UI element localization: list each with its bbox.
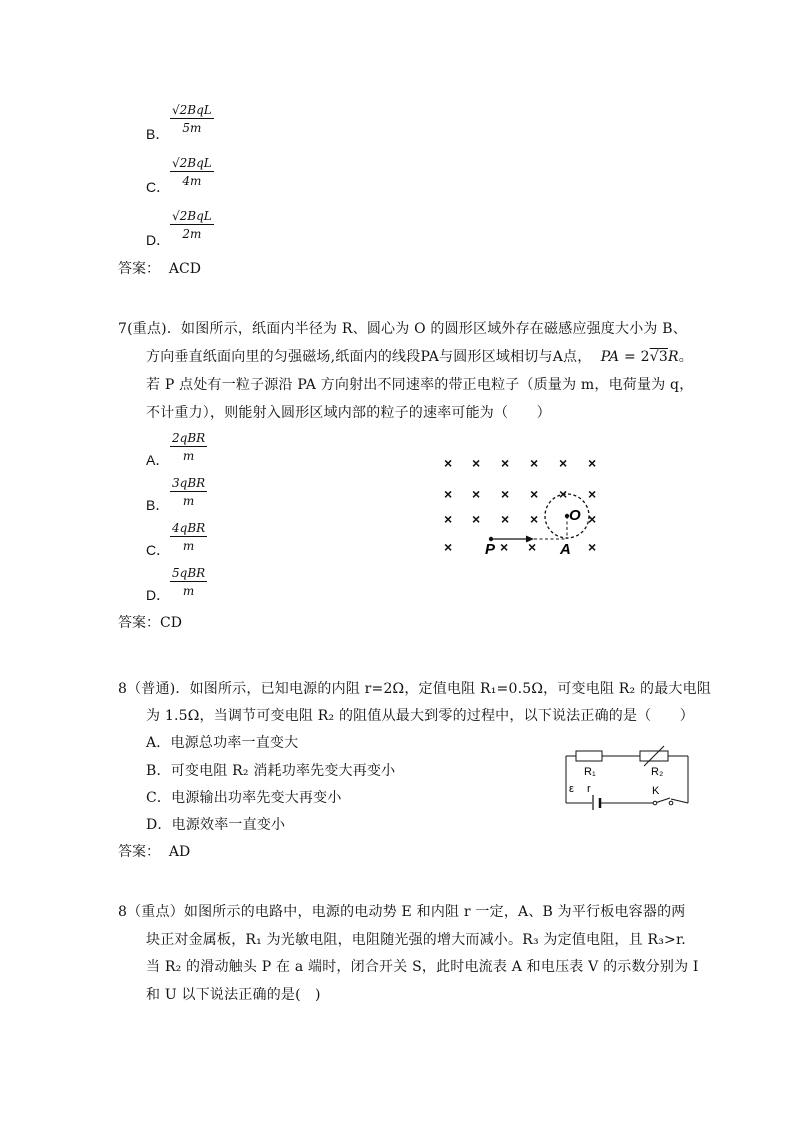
resistor-r1 (576, 751, 602, 761)
field-cross: × (444, 486, 453, 502)
q8b-line-2: 块正对金属板，R₁ 为光敏电阻，电阻随光强的增大而减小。R₃ 为定值电阻，且 R₃>r. (146, 932, 686, 948)
q7-formula-pa: PA (600, 349, 620, 365)
q7-line-2: 方向垂直纸面向里的匀强磁场,纸面内的线段PA与圆形区域相切与A点， PA = 2√3R。 (146, 349, 693, 365)
q8b-line-4: 和 U 以下说法正确的是( ) (146, 987, 321, 1003)
q6-option-c-fraction: √2BqL 4m (172, 156, 212, 188)
field-cross: × (501, 455, 510, 471)
q7-option-c-letter: C． (146, 542, 171, 558)
q8b-line-3: 当 R₂ 的滑动触头 P 在 a 端时，闭合开关 S，此时电流表 A 和电压表 V 的示数分别为 I (146, 959, 699, 975)
q8a-line-1: 8（普通)．如图所示，已知电源的内阻 r=2Ω，定值电阻 R₁=0.5Ω，可变电阻 R₂ 的最大电阻 (118, 681, 712, 697)
q7-option-d-fraction: 5qBR m (172, 566, 206, 598)
q7-option-a-fraction: 2qBR m (172, 431, 206, 463)
label-r1: R₁ (584, 766, 596, 778)
q6-answer-value: ACD (168, 261, 201, 277)
field-cross: × (530, 511, 539, 527)
field-cross: × (559, 455, 568, 471)
q8b-line-1: 8（重点）如图所示的电路中，电源的电动势 E 和内阻 r 一定，A、B 为平行板电容器的两 (118, 904, 686, 920)
q8a-circuit-figure (556, 744, 696, 810)
q7-line-3: 若 P 点处有一粒子源沿 PA 方向射出不同速率的带正电粒子（质量为 m，电荷量为 q， (146, 377, 694, 393)
q7-magnetic-field-figure (430, 448, 620, 568)
field-cross: × (588, 455, 597, 471)
field-cross: × (559, 486, 568, 502)
field-cross: × (500, 539, 509, 555)
switch-k (655, 798, 670, 803)
q7-option-c-fraction: 4qBR m (172, 521, 206, 553)
variable-arrow (644, 746, 664, 766)
field-cross: × (501, 486, 510, 502)
label-r: r (587, 783, 591, 795)
label-o: O (569, 507, 581, 524)
field-crosses (444, 455, 596, 555)
field-cross: × (444, 539, 453, 555)
field-cross: × (528, 539, 537, 555)
q8a-option-b: B．可变电阻 R₂ 消耗功率先变大再变小 (146, 763, 396, 779)
label-a: A (560, 541, 571, 558)
field-cross: × (588, 539, 597, 555)
q8a-answer-value: AD (168, 844, 191, 860)
q8a-option-d: D．电源效率一直变小 (146, 817, 286, 833)
field-cross: × (472, 511, 481, 527)
label-r2: R₂ (651, 766, 664, 778)
q6-option-d-letter: D． (146, 232, 171, 248)
field-cross: × (530, 486, 539, 502)
field-cross: × (530, 455, 539, 471)
q6-option-b-fraction: √2BqL 5m (172, 103, 212, 135)
q6-answer: 答案： ACD (118, 261, 201, 277)
q8a-answer: 答案： AD (118, 844, 191, 860)
q7-answer-value: CD (160, 615, 182, 631)
q6-option-c-letter: C． (146, 179, 171, 195)
field-cross: × (501, 511, 510, 527)
q8a-option-a: A．电源总功率一直变大 (146, 735, 299, 751)
q7-line-4: 不计重力），则能射入圆形区域内部的粒子的速率可能为（ ） (146, 405, 551, 421)
q7-option-b-letter: B． (146, 497, 170, 513)
q7-option-b-fraction: 3qBR m (172, 476, 206, 508)
q6-option-b-letter: B． (146, 126, 170, 142)
field-cross: × (444, 511, 453, 527)
switch-contact-left (653, 801, 657, 805)
label-epsilon: ε (569, 783, 574, 795)
q7-line-1: 7(重点)．如图所示，纸面内半径为 R、圆心为 O 的圆形区域外存在磁感应强度大小为 B、 (118, 321, 687, 337)
q7-option-a-letter: A． (146, 452, 170, 468)
field-cross: × (444, 455, 453, 471)
field-cross: × (588, 486, 597, 502)
q6-option-d-fraction: √2BqL 2m (172, 209, 212, 241)
q7-answer: 答案：CD (118, 615, 182, 631)
q8a-option-c: C．电源输出功率先变大再变小 (146, 790, 342, 806)
label-p: P (485, 541, 496, 558)
q7-option-d-letter: D． (146, 587, 171, 603)
q8a-line-2: 为 1.5Ω，当调节可变电阻 R₂ 的阻值从最大到零的过程中，以下说法正确的是（ ） (146, 708, 694, 724)
switch-contact-right (669, 801, 673, 805)
field-cross: × (588, 511, 597, 527)
field-cross: × (472, 455, 481, 471)
field-cross: × (472, 486, 481, 502)
label-k: K (652, 785, 660, 797)
